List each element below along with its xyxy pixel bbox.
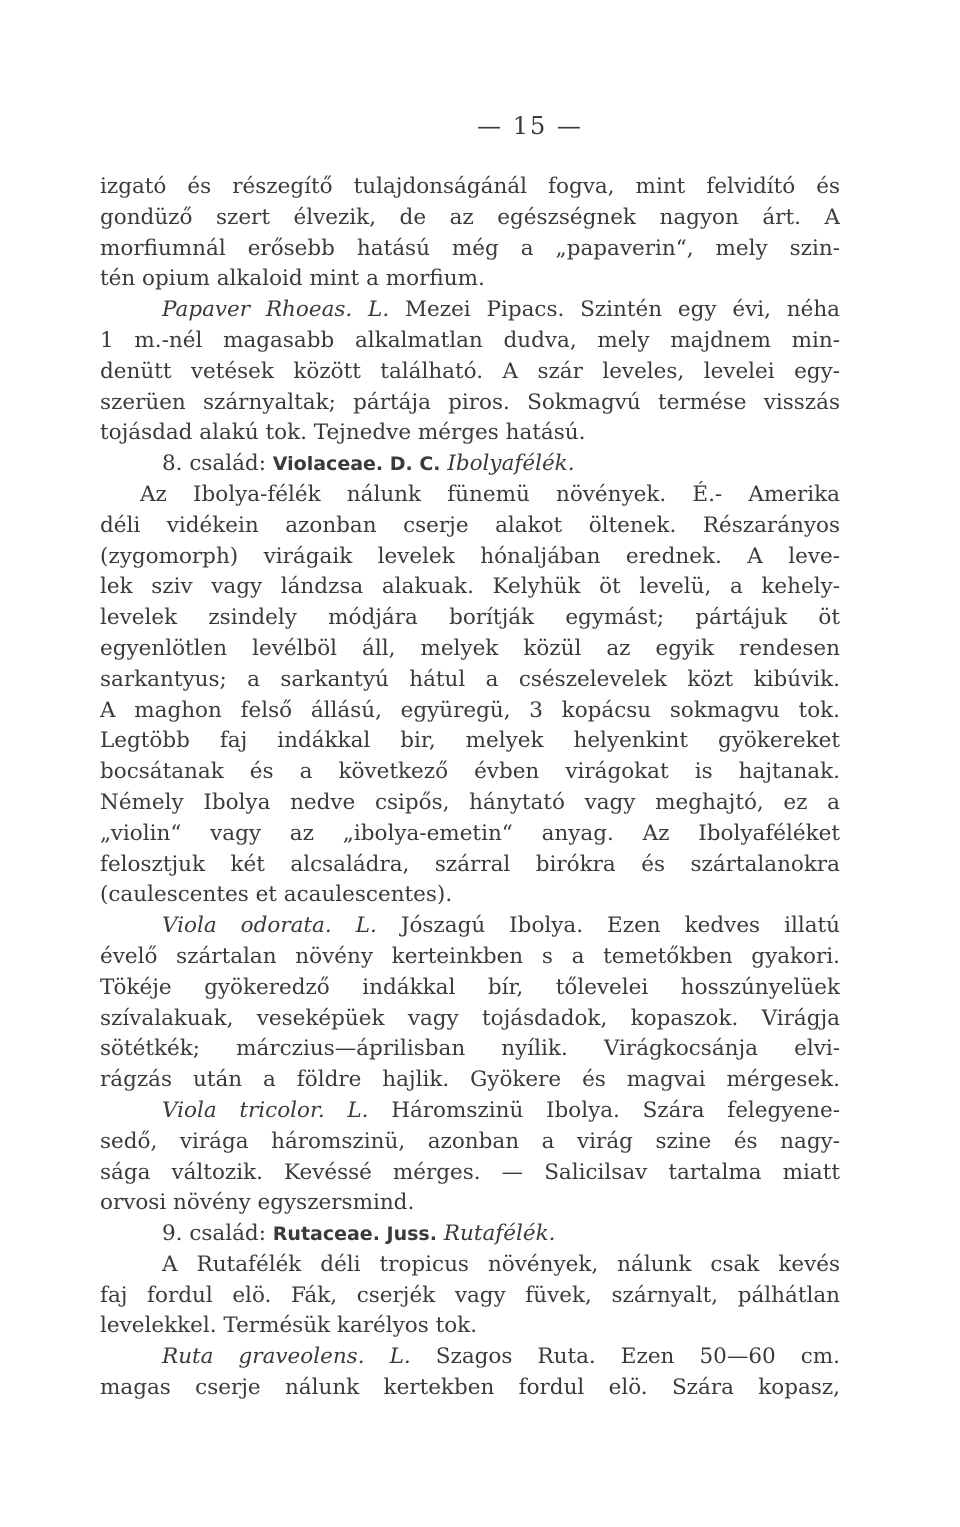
- family-heading-violaceae: 8. család: Violaceae. D. C. Ibolyafélék.: [162, 451, 575, 477]
- species-heading-papaver: Papaver Rhoeas. L. Mezei Pipacs. Szintén egy évi, néha: [162, 297, 840, 323]
- text-line: felosztjuk két alcsaládra, szárral birókra és szártalanokra: [100, 851, 840, 877]
- page-number: — 15 —: [477, 112, 583, 140]
- text-line: rágzás után a földre hajlik. Gyökere és magvai mérgesek.: [100, 1067, 840, 1093]
- text-line: (caulescentes et acaulescentes).: [100, 882, 453, 908]
- text-line: Az Ibolya-félék nálunk fünemü növények. É.- Amerika: [140, 481, 840, 507]
- species-heading-viola-odorata: Viola odorata. L. Jószagú Ibolya. Ezen kedves illatú: [162, 913, 840, 939]
- species-heading-viola-tricolor: Viola tricolor. L. Háromszinü Ibolya. Szára felegyene-: [162, 1097, 840, 1123]
- text-line: „violin“ vagy az „ibolya-emetin“ anyag. Az Ibolyaféléket: [100, 820, 840, 846]
- text-line: sága változik. Kevéssé mérges. — Salicilsav tartalma miatt: [100, 1159, 840, 1185]
- text-line: orvosi növény egyszersmind.: [100, 1190, 415, 1216]
- text-line: sötétkék; márczius—áprilisban nyílik. Virágkocsánja elvi-: [100, 1036, 840, 1062]
- text-line: déli vidékein azonban cserje alakot öltenek. Részarányos: [100, 512, 840, 538]
- text-line: lek sziv vagy lándzsa alakuak. Kelyhük öt levelü, a kehely-: [100, 574, 840, 600]
- text-line: denütt vetések között található. A szár leveles, levelei egy-: [100, 358, 840, 384]
- text-line: A Rutafélék déli tropicus növények, nálunk csak kevés: [162, 1251, 840, 1277]
- text-line: levelek zsindely módjára borítják egymást; pártájuk öt: [100, 605, 840, 631]
- text-line: bocsátanak és a következő évben virágokat is hajtanak.: [100, 759, 840, 785]
- text-line: faj fordul elö. Fák, cserjék vagy füvek, szárnyalt, pálhátlan: [100, 1282, 840, 1308]
- body-text: [100, 172, 840, 1404]
- text-line: magas cserje nálunk kertekben fordul elö. Szára kopasz,: [100, 1375, 840, 1401]
- text-line: szerüen szárnyaltak; pártája piros. Sokmagvú termése visszás: [100, 389, 840, 415]
- text-line: Némely Ibolya nedve csipős, hánytató vagy meghajtó, ez a: [100, 789, 840, 815]
- text-line: (zygomorph) virágaik levelek hónaljában erednek. A leve-: [100, 543, 840, 569]
- text-line: egyenlötlen levélböl áll, melyek közül az egyik rendesen: [100, 635, 840, 661]
- family-heading-rutaceae: 9. család: Rutaceae. Juss. Rutafélék.: [162, 1221, 556, 1247]
- text-line: évelő szártalan növény kerteinkben s a temetőkben gyakori.: [100, 943, 840, 969]
- text-line: Legtöbb faj indákkal bir, melyek helyenkint gyökereket: [100, 728, 840, 754]
- text-line: szívalakuak, veseképüek vagy tojásdadok, kopaszok. Virágja: [100, 1005, 840, 1031]
- text-line: tojásdad alakú tok. Tejnedve mérges hatású.: [100, 420, 586, 446]
- text-line: Tökéje gyökeredző indákkal bír, tőlevelei hosszúnyelüek: [100, 974, 840, 1000]
- text-line: tén opium alkaloid mint a morfium.: [100, 266, 485, 292]
- text-line: sarkantyus; a sarkantyú hátul a csészelevelek közt kibúvik.: [100, 666, 840, 692]
- text-line: A maghon felső állású, együregü, 3 kopácsu sokmagvu tok.: [100, 697, 840, 723]
- text-line: levelekkel. Termésük karélyos tok.: [100, 1313, 478, 1339]
- text-line: sedő, virága háromszinü, azonban a virág szine és nagy-: [100, 1128, 840, 1154]
- text-line: morfiumnál erősebb hatású még a „papaverin“, mely szin-: [100, 235, 840, 261]
- text-line: 1 m.-nél magasabb alkalmatlan dudva, mely majdnem min-: [100, 327, 840, 353]
- species-heading-ruta-graveolens: Ruta graveolens. L. Szagos Ruta. Ezen 50—60 cm.: [162, 1344, 840, 1370]
- text-line: gondüző szert élvezik, de az egészségnek nagyon árt. A: [100, 204, 840, 230]
- text-line: izgató és részegítő tulajdonságánál fogva, mint felvidító és: [100, 174, 840, 199]
